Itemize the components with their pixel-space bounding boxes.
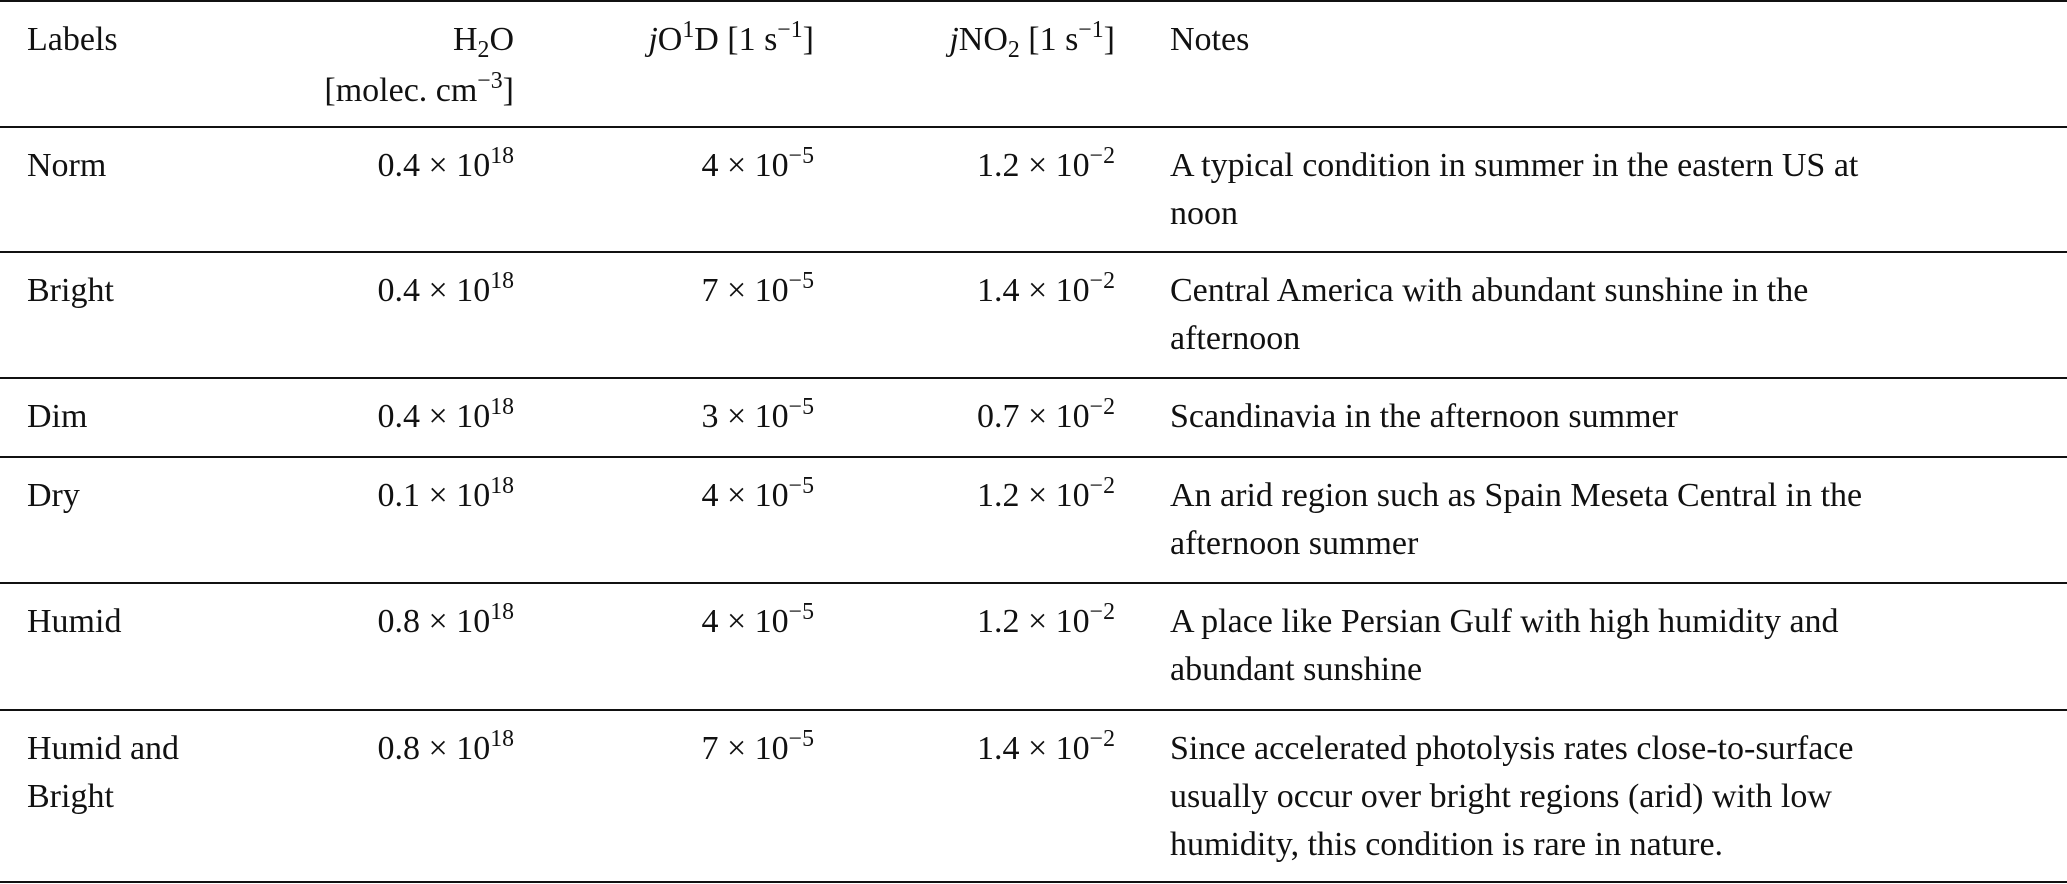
header-h2o-unit — [324, 67, 514, 118]
row-label-line: Humid — [27, 603, 122, 640]
jno2-value — [977, 725, 1115, 776]
header-jo1d — [648, 16, 814, 67]
jo1d-exponent: −5 — [788, 725, 814, 752]
row-label-line: Dry — [27, 477, 80, 514]
row-notes — [1170, 725, 2050, 869]
h2o-value — [378, 393, 514, 444]
h2o-value — [378, 142, 514, 193]
h2o-mantissa: 0.4 × 10 — [377, 272, 491, 309]
jo1d-o: O — [657, 21, 683, 58]
jo1d-mantissa: 4 × 10 — [701, 147, 789, 184]
jno2-j: j — [949, 21, 959, 58]
jno2-exp: −1 — [1078, 16, 1104, 43]
h2o-o: O — [489, 21, 514, 58]
jno2-sub: 2 — [1007, 37, 1020, 64]
h2o-value — [378, 725, 514, 776]
row-notes-line: Scandinavia in the afternoon summer — [1170, 398, 1678, 435]
jo1d-value — [701, 725, 814, 776]
jno2-value — [977, 598, 1115, 649]
row-label-line: Bright — [27, 272, 114, 309]
header-labels: Labels — [27, 21, 118, 58]
table-top-rule — [0, 0, 2067, 2]
jo1d-post: ] — [802, 21, 814, 58]
jo1d-value — [701, 472, 814, 523]
jo1d-exponent: −5 — [788, 598, 814, 625]
header-notes: Notes — [1170, 21, 1250, 58]
jo1d-value — [701, 598, 814, 649]
h2o-mantissa: 0.4 × 10 — [377, 398, 491, 435]
h2o-value — [378, 267, 514, 318]
row-label — [27, 393, 87, 441]
row-notes — [1170, 142, 2050, 238]
row-divider — [0, 582, 2067, 584]
h2o-unit-pre: [molec. cm — [324, 72, 478, 109]
h2o-unit-post: ] — [502, 72, 514, 109]
jo1d-mantissa: 4 × 10 — [701, 477, 789, 514]
row-label-line: Norm — [27, 147, 107, 184]
jno2-no: NO — [958, 21, 1008, 58]
jno2-mantissa: 1.4 × 10 — [976, 272, 1090, 309]
header-jno2 — [949, 16, 1115, 67]
row-notes-line: An arid region such as Spain Meseta Central in the — [1170, 477, 1863, 514]
jno2-exponent: −2 — [1089, 142, 1115, 169]
jno2-value — [977, 393, 1115, 444]
row-notes-line: abundant sunshine — [1170, 651, 1423, 688]
row-label-line: Humid and — [27, 730, 180, 767]
h2o-mantissa: 0.1 × 10 — [377, 477, 491, 514]
h2o-exponent: 18 — [490, 393, 514, 420]
row-divider — [0, 456, 2067, 458]
row-notes — [1170, 598, 2050, 694]
row-notes-line: A typical condition in summer in the eastern US at — [1170, 147, 1859, 184]
h2o-exponent: 18 — [490, 598, 514, 625]
row-label — [27, 598, 121, 646]
row-notes-line: Since accelerated photolysis rates close-to-surface — [1170, 730, 1854, 767]
jo1d-value — [701, 267, 814, 318]
jo1d-mantissa: 7 × 10 — [701, 730, 789, 767]
header-h2o — [324, 16, 514, 118]
row-label — [27, 472, 80, 520]
h2o-h: H — [452, 21, 478, 58]
row-divider — [0, 709, 2067, 711]
jo1d-exp: −1 — [777, 16, 803, 43]
jo1d-value — [701, 393, 814, 444]
jo1d-exponent: −5 — [788, 142, 814, 169]
row-notes-line: noon — [1170, 195, 1238, 232]
row-notes-line: A place like Persian Gulf with high humidity and — [1170, 603, 1839, 640]
row-notes-line: Central America with abundant sunshine in the — [1170, 272, 1809, 309]
h2o-sub: 2 — [477, 37, 490, 64]
row-notes-line: humidity, this condition is rare in nature. — [1170, 826, 1724, 863]
h2o-exponent: 18 — [490, 725, 514, 752]
jno2-exponent: −2 — [1089, 725, 1115, 752]
jo1d-exponent: −5 — [788, 472, 814, 499]
h2o-mantissa: 0.8 × 10 — [377, 603, 491, 640]
row-label — [27, 142, 106, 190]
jo1d-value — [701, 142, 814, 193]
jo1d-exponent: −5 — [788, 267, 814, 294]
jno2-mantissa: 1.2 × 10 — [976, 603, 1090, 640]
h2o-exponent: 18 — [490, 267, 514, 294]
jo1d-exponent: −5 — [788, 393, 814, 420]
jno2-post: ] — [1103, 21, 1115, 58]
jo1d-rest: D [1 s — [694, 21, 778, 58]
jno2-mantissa: 1.4 × 10 — [976, 730, 1090, 767]
jo1d-mantissa: 3 × 10 — [701, 398, 789, 435]
row-notes-line: usually occur over bright regions (arid) with low — [1170, 778, 1832, 815]
h2o-mantissa: 0.8 × 10 — [377, 730, 491, 767]
row-notes — [1170, 267, 2050, 363]
h2o-exponent: 18 — [490, 142, 514, 169]
jo1d-mantissa: 4 × 10 — [701, 603, 789, 640]
jo1d-mantissa: 7 × 10 — [701, 272, 789, 309]
row-notes — [1170, 472, 2050, 568]
row-divider — [0, 377, 2067, 379]
jo1d-j: j — [648, 21, 658, 58]
jno2-mantissa: 1.2 × 10 — [976, 147, 1090, 184]
h2o-unit-exp: −3 — [477, 67, 503, 94]
row-notes-line: afternoon summer — [1170, 525, 1419, 562]
h2o-exponent: 18 — [490, 472, 514, 499]
header-bottom-rule — [0, 126, 2067, 128]
jno2-exponent: −2 — [1089, 598, 1115, 625]
h2o-value — [378, 598, 514, 649]
jno2-value — [977, 267, 1115, 318]
h2o-mantissa: 0.4 × 10 — [377, 147, 491, 184]
jno2-value — [977, 142, 1115, 193]
table-bottom-rule — [0, 881, 2067, 883]
header-h2o-species — [324, 16, 514, 67]
jno2-exponent: −2 — [1089, 267, 1115, 294]
row-divider — [0, 251, 2067, 253]
row-label-line: Bright — [27, 778, 114, 815]
h2o-value — [378, 472, 514, 523]
row-label — [27, 267, 114, 315]
jno2-exponent: −2 — [1089, 393, 1115, 420]
row-notes — [1170, 393, 2050, 441]
row-label-line: Dim — [27, 398, 88, 435]
jno2-rest: [1 s — [1019, 21, 1079, 58]
jno2-mantissa: 0.7 × 10 — [976, 398, 1090, 435]
jno2-value — [977, 472, 1115, 523]
jno2-mantissa: 1.2 × 10 — [976, 477, 1090, 514]
jo1d-sup: 1 — [682, 16, 695, 43]
row-label — [27, 725, 179, 821]
row-notes-line: afternoon — [1170, 320, 1301, 357]
jno2-exponent: −2 — [1089, 472, 1115, 499]
